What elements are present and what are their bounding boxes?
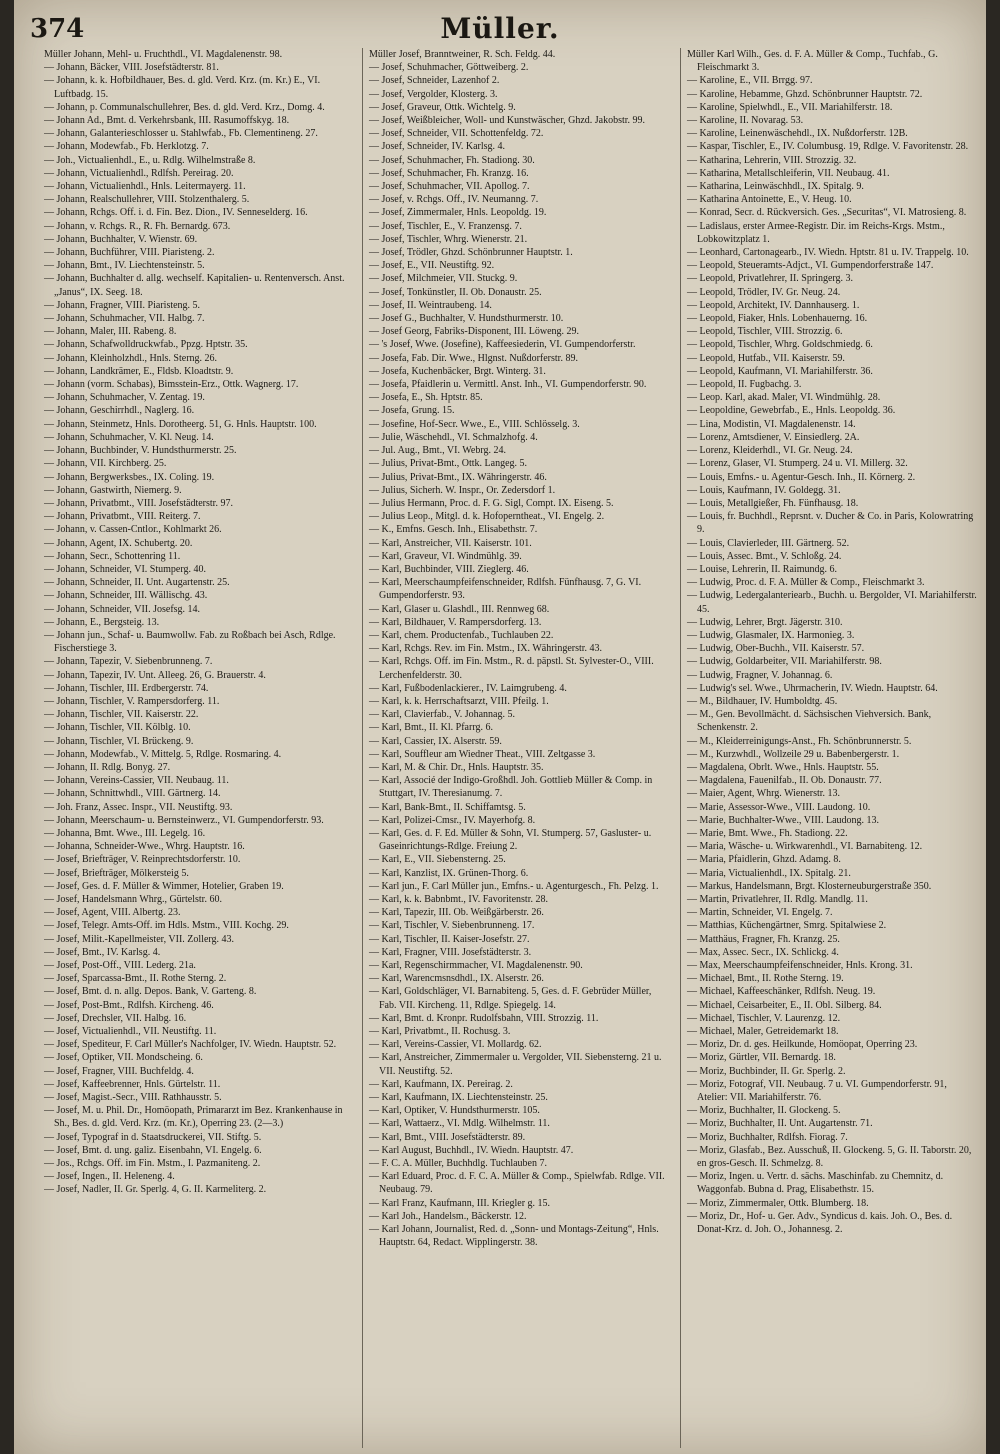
directory-entry: — Johann, Schuhmacher, VII. Halbg. 7. — [44, 313, 205, 325]
directory-entry: — Ludwig's sel. Wwe., Uhrmacherin, IV. Wiedn. Hauptstr. 64. — [687, 682, 938, 694]
directory-entry: — Moriz, Buchhalter, II. Glockeng. 5. — [687, 1105, 841, 1117]
directory-entry: — Moriz, Dr., Hof- u. Ger. Adv., Syndicus d. kais. Joh. O., Bes. d. Donat-Krz. d. Joh. O., Johannesg. 2. — [687, 1210, 953, 1236]
directory-entry: — Moriz, Zimmermaler, Ottk. Blumberg. 18. — [687, 1197, 869, 1209]
directory-entry: — Maier, Agent, Whrg. Wienerstr. 13. — [687, 788, 841, 800]
directory-entry: — Johann, Agent, IX. Schubertg. 20. — [44, 537, 193, 549]
directory-entry: — Karl, Warencmsnsdhdl., IX. Alserstr. 26. — [369, 973, 544, 985]
directory-entry: — Josefa, Grung. 15. — [369, 405, 455, 417]
directory-entry: — Josef, Agent, VIII. Albertg. 23. — [44, 907, 181, 919]
directory-entry: — F. C. A. Müller, Buchhdlg. Tuchlauben 7. — [369, 1158, 547, 1170]
directory-entry: — Ludwig, Goldarbeiter, VII. Mariahilferstr. 98. — [687, 656, 882, 668]
directory-entry: — Karl, Bank-Bmt., II. Schiffamtsg. 5. — [369, 801, 526, 813]
directory-entry: — Karl, k. k. Babnbmt., IV. Favoritenstr. 28. — [369, 894, 548, 905]
directory-entry: — Karl Joh., Handelsm., Bäckerstr. 12. — [369, 1210, 527, 1222]
directory-entry: — Johann, k. k. Hofbildhauer, Bes. d. gld. Verd. Krz. (m. Kr.) E., VI. Luftbadg. 15. — [44, 75, 321, 100]
directory-entry: — Karl, Fragner, VIII. Josefstädterstr. 3. — [369, 946, 532, 958]
directory-entry: — Johann (vorm. Schabas), Bimsstein-Erz., Ottk. Wagnerg. 17. — [44, 379, 299, 391]
directory-entry: — Lorenz, Kleiderhdl., VI. Gr. Neug. 24. — [687, 445, 853, 457]
directory-entry: — Ludwig, Glasmaler, IX. Harmonieg. 3. — [687, 629, 855, 641]
directory-entry: — Johann, Schafwolldruckwfab., Ppzg. Hptstr. 35. — [44, 339, 248, 351]
directory-entry: — Johann, Geschirrhdl., Naglerg. 16. — [44, 405, 195, 417]
directory-entry: — Moriz, Buchbinder, II. Gr. Sperlg. 2. — [687, 1065, 846, 1077]
directory-entry: — Karl, Vereins-Cassier, VI. Mollardg. 62. — [369, 1039, 542, 1051]
directory-entry: — Karl, Bmt., II. Kl. Pfarrg. 6. — [369, 722, 493, 734]
directory-entry: — Marie, Buchhalter-Wwe., VIII. Laudong. 13. — [687, 814, 880, 826]
directory-entry: — Lorenz, Amtsdiener, V. Einsiedlerg. 2A. — [687, 431, 860, 443]
directory-entry: — Josef, Post-Bmt., Rdlfsh. Kircheng. 46. — [44, 999, 214, 1011]
directory-entry: — Karoline, Spielwhdl., E., VII. Mariahilferstr. 18. — [687, 101, 893, 113]
directory-entry: — Karl, Bmt. d. Kronpr. Rudolfsbahn, VIII. Strozzig. 11. — [369, 1012, 599, 1024]
directory-entry: — Leopold, Tischler, VIII. Strozzig. 6. — [687, 326, 843, 338]
column-1 — [44, 48, 346, 1448]
directory-entry: — Moriz, Fotograf, VII. Neubaug. 7 u. VI. Gumpendorferstr. 91, Atelier: VII. Mariahilferstr. 76. — [687, 1078, 947, 1104]
directory-entry: — Johann, VII. Kirchberg. 25. — [44, 458, 167, 470]
directory-entry: — Karl, Kaufmann, IX. Pereirag. 2. — [369, 1078, 513, 1090]
directory-entry: — Johann, Galanterieschlosser u. Stahlwfab., Fb. Clementineng. 27. — [44, 128, 318, 140]
directory-entry: — Josef, Spediteur, F. Carl Müller's Nachfolger, IV. Wiedn. Hauptstr. 52. — [44, 1039, 337, 1051]
directory-entry: — Karl, Meerschaumpfeifenschneider, Rdlfsh. Fünfhausg. 7, G. VI. Gumpendorferstr. 93. — [369, 577, 642, 602]
directory-entry: — Kaspar, Tischler, E., IV. Columbusg. 19, Rdlge. V. Favoritenstr. 28. — [687, 141, 969, 153]
directory-entry: — Karl, Rchgs. Rev. im Fin. Mstm., IX. Währingerstr. 43. — [369, 643, 603, 655]
column-2 — [362, 48, 671, 1448]
directory-entry: — Johann, Tischler, VII. Kaiserstr. 22. — [44, 709, 199, 721]
directory-entry: — Johann jun., Schaf- u. Baumwollw. Fab. zu Roßbach bei Asch, Rdlge. Fischerstiege 3. — [44, 629, 336, 655]
directory-entry: — Josefine, Hof-Secr. Wwe., E., VIII. Schlösselg. 3. — [369, 418, 580, 430]
directory-entry: — Louis, Emfns.- u. Agentur-Gesch. Inh., II. Körnerg. 2. — [687, 471, 916, 483]
directory-entry: — Johanna, Bmt. Wwe., III. Legelg. 16. — [44, 827, 206, 839]
directory-entry: — Leopold, Hutfab., VII. Kaiserstr. 59. — [687, 352, 845, 364]
directory-entry: — Moriz, Glasfab., Bez. Ausschuß, II. Glockeng. 5, G. II. Taborstr. 20, en gros-Gesch. II. Schmelzg. 8. — [687, 1144, 972, 1170]
directory-entry: — Jul. Aug., Bmt., VI. Webrg. 24. — [369, 445, 506, 457]
directory-entry: — Josef, Drechsler, VII. Halbg. 16. — [44, 1012, 187, 1024]
directory-entry: — Leopold, Kaufmann, VI. Mariahilferstr. 36. — [687, 365, 873, 377]
directory-entry: — Josef, E., VII. Neustiftg. 92. — [369, 260, 495, 272]
column-3 — [680, 48, 979, 1448]
directory-entry: — Johann Ad., Bmt. d. Verkehrsbank, III. Rasumoffskyg. 18. — [44, 115, 290, 127]
directory-entry: — Josef, Handelsmann Whrg., Gürtelstr. 60. — [44, 894, 222, 905]
directory-entry: — Leopold, Architekt, IV. Dannhauserg. 1. — [687, 299, 860, 311]
directory-entry: — Ludwig, Proc. d. F. A. Müller & Comp., Fleischmarkt 3. — [687, 577, 925, 589]
directory-entry: — Karl, Graveur, VI. Windmühlg. 39. — [369, 550, 522, 562]
directory-entry: — Johann, Buchführer, VIII. Piaristeng. 2. — [44, 247, 215, 259]
directory-entry: — Johann, Modewfab., Fb. Herklotzg. 7. — [44, 141, 209, 153]
directory-entry: — Julius Hermann, Proc. d. F. G. Sigl, Compt. IX. Eiseng. 5. — [369, 497, 614, 509]
directory-entry: — Marie, Bmt. Wwe., Fh. Stadiong. 22. — [687, 827, 848, 839]
directory-entry: — Johann, Rchgs. Off. i. d. Fin. Bez. Dion., IV. Senneselderg. 16. — [44, 207, 308, 219]
directory-entry: — M., Gen. Bevollmächt. d. Sächsischen Viehversich. Bank, Schenkenstr. 2. — [687, 709, 932, 734]
directory-entry: — Karl, Souffleur am Wiedner Theat., VIII. Zeltgasse 3. — [369, 748, 596, 760]
directory-entry: — Leopoldine, Gewebrfab., E., Hnls. Leopoldg. 36. — [687, 405, 896, 417]
directory-columns — [44, 48, 976, 1448]
directory-entry: — Julius Leop., Mitgl. d. k. Hofoperntheat., VI. Engelg. 2. — [369, 511, 605, 523]
directory-entry: Müller Josef, Branntweiner, R. Sch. Feldg. 44. — [369, 49, 556, 60]
directory-entry: — Julius, Privat-Bmt., IX. Währingerstr. 46. — [369, 471, 547, 483]
directory-entry: — Johann, Kleinholzhdl., Hnls. Sterng. 26. — [44, 352, 218, 364]
directory-entry: — Joh. Franz, Assec. Inspr., VII. Neustiftg. 93. — [44, 801, 233, 813]
directory-entry: — Johann, Schneider, II. Unt. Augartenstr. 25. — [44, 577, 230, 589]
directory-entry: — Moriz, Buchhalter, Rdlfsh. Fiorag. 7. — [687, 1131, 848, 1143]
directory-entry: — Max, Assec. Secr., IX. Schlickg. 4. — [687, 946, 839, 958]
directory-entry: — Johann, Schuhmacher, V. Kl. Neug. 14. — [44, 431, 214, 443]
directory-entry: — Johann, Tischler, VII. Kölblg. 10. — [44, 722, 191, 734]
directory-entry: — Leopold, Tischler, Whrg. Goldschmiedg. 6. — [687, 339, 873, 351]
directory-entry: — Josef, M. u. Phil. Dr., Homöopath, Primararzt im Bez. Krankenhause in Sh., Bes. d. gld. Verd. Krz. (m. Kr.), Operring 23. (2—3.) — [44, 1105, 343, 1130]
directory-entry: — Josef, Tischler, Whrg. Wienerstr. 21. — [369, 233, 528, 245]
directory-entry: — Karl, Tischler, V. Siebenbrunneng. 17. — [369, 920, 535, 932]
directory-entry: — Louis, fr. Buchhdl., Reprsnt. v. Ducher & Co. in Paris, Kolowratring 9. — [687, 511, 974, 536]
directory-entry: — Josef, Schneider, IV. Karlsg. 4. — [369, 141, 506, 153]
directory-entry: — Johann, Modewfab., V. Mittelg. 5, Rdlge. Rosmaring. 4. — [44, 748, 282, 760]
directory-entry: — Katharina Antoinette, E., V. Heug. 10. — [687, 194, 852, 206]
directory-entry: — Johann, Bäcker, VIII. Josefstädterstr. 81. — [44, 62, 219, 74]
directory-entry: — Michael, Bmt., II. Rothe Sterng. 19. — [687, 973, 844, 985]
directory-entry: — Josef, Weißbleicher, Woll- und Kunstwäscher, Ghzd. Jakobstr. 99. — [369, 115, 646, 127]
directory-entry: — Lina, Modistin, VI. Magdalenenstr. 14. — [687, 418, 856, 430]
directory-entry: — Josef, Schuhmacher, Göttweiberg. 2. — [369, 62, 529, 74]
directory-entry: — Joh., Victualienhdl., E., u. Rdlg. Wilhelmstraße 8. — [44, 154, 256, 166]
directory-entry: — Johann, Schneider, VI. Stumperg. 40. — [44, 563, 206, 575]
directory-entry: — Karl, Associé der Indigo-Großhdl. Joh. Gottlieb Müller & Comp. in Stuttgart, IV. Theresianumg. 7. — [369, 775, 653, 800]
directory-entry: — Johann, Maler, III. Rabeng. 8. — [44, 326, 177, 338]
directory-entry: — Maria, Wäsche- u. Wirkwarenhdl., VI. Barnabiteng. 12. — [687, 841, 923, 853]
directory-entry: — Johann, Vereins-Cassier, VII. Neubaug. 11. — [44, 775, 229, 787]
directory-entry: — Johann, Victualienhdl., Rdlfsh. Pereirag. 20. — [44, 167, 234, 179]
directory-entry: — Karl, chem. Productenfab., Tuchlauben 22. — [369, 629, 554, 641]
directory-entry: — Karl, Kanzlist, IX. Grünen-Thorg. 6. — [369, 867, 529, 879]
directory-entry: — Moriz, Ingen. u. Vertr. d. sächs. Maschinfab. zu Chemnitz, d. Waggonfab. Bubna d. Prag, Elisabethstr. 15. — [687, 1171, 944, 1196]
directory-entry: — Josef, Schuhmacher, VII. Apollog. 7. — [369, 181, 530, 193]
directory-entry: — Josefa, Kuchenbäcker, Brgt. Winterg. 31. — [369, 365, 546, 377]
directory-entry: — Josefa, E., Sh. Hptstr. 85. — [369, 392, 483, 404]
directory-entry: — Josef G., Buchhalter, V. Hundsthurmerstr. 10. — [369, 313, 564, 325]
directory-entry: — Karl, Anstreicher, VII. Kaiserstr. 101. — [369, 537, 532, 549]
directory-entry: — Johann, Privatbmt., VIII. Josefstädterstr. 97. — [44, 497, 233, 509]
directory-entry: — Johann, p. Communalschullehrer, Bes. d. gld. Verd. Krz., Domg. 4. — [44, 101, 325, 113]
directory-entry: — Johann, Bmt., IV. Liechtensteinstr. 5. — [44, 260, 205, 272]
page-number: 374 — [30, 14, 85, 44]
directory-entry: — Johann, Tischler, III. Erdbergerstr. 74. — [44, 682, 209, 694]
directory-entry: — Ludwig, Ledergalanteriearb., Buchh. u. Bergolder, VI. Mariahilferstr. 45. — [687, 590, 977, 615]
directory-page — [14, 0, 986, 1454]
directory-entry: — Ludwig, Ober-Buchh., VII. Kaiserstr. 57. — [687, 643, 865, 655]
directory-entry: — Josef, Schneider, VII. Schottenfeldg. 72. — [369, 128, 544, 140]
directory-entry: — Josef, Briefträger, V. Reinprechtsdorferstr. 10. — [44, 854, 241, 866]
directory-entry: — Johann, Bergwerksbes., IX. Coling. 19. — [44, 471, 215, 483]
directory-entry: — Karl, Clavierfab., V. Johannag. 5. — [369, 709, 515, 721]
directory-entry: — Johann, II. Rdlg. Bonyg. 27. — [44, 761, 171, 773]
directory-entry: — Karl, Cassier, IX. Alserstr. 59. — [369, 735, 502, 747]
directory-entry: Müller Karl Wilh., Ges. d. F. A. Müller & Comp., Tuchfab., G. Fleischmarkt 3. — [687, 49, 938, 74]
directory-entry: — Josef, Tonkünstler, II. Ob. Donaustr. 25. — [369, 286, 542, 298]
directory-entry: — Leopold, Trödler, IV. Gr. Neug. 24. — [687, 286, 841, 298]
directory-entry: — Johann, E., Bergsteig. 13. — [44, 616, 160, 628]
page-header — [14, 12, 986, 50]
directory-entry: — Josef, Optiker, VII. Mondscheing. 6. — [44, 1052, 203, 1064]
directory-entry: — Katharina, Leinwäschhdl., IX. Spitalg. 9. — [687, 181, 864, 193]
directory-entry: — Johann, Tischler, V. Rampersdorferg. 11. — [44, 695, 220, 707]
directory-entry: — Josef, Bmt. d. n. allg. Depos. Bank, V. Garteng. 8. — [44, 986, 257, 998]
directory-entry: — Karl, Anstreicher, Zimmermaler u. Vergolder, VII. Siebensterng. 21 u. VII. Neustiftg. 52. — [369, 1052, 662, 1077]
directory-entry: — Louis, Assec. Bmt., V. Schloßg. 24. — [687, 550, 842, 562]
directory-entry: — Josefa, Pfaidlerin u. Vermittl. Anst. Inh., VI. Gumpendorferstr. 90. — [369, 379, 647, 391]
directory-entry: Müller Johann, Mehl- u. Fruchthdl., VI. Magdalenenstr. 98. — [44, 49, 283, 60]
directory-entry: — Josef, Ges. d. F. Müller & Wimmer, Hotelier, Graben 19. — [44, 880, 284, 892]
directory-entry: — Karl, Goldschläger, VI. Barnabiteng. 5, Ges. d. F. Gebrüder Müller, Fab. VII. Kircheng. 11, Rdlge. Spiegelg. 14. — [369, 986, 652, 1011]
directory-entry: — Josef, v. Rchgs. Off., IV. Neumanng. 7. — [369, 194, 539, 206]
directory-entry: — Leop. Karl, akad. Maler, VI. Windmühlg. 28. — [687, 392, 881, 404]
directory-entry: — Karl Johann, Journalist, Red. d. „Sonn- und Montags-Zeitung“, Hnls. Hauptstr. 64, Redact. Wipplingerstr. 38. — [369, 1224, 659, 1249]
directory-entry: — Josef, Victualienhdl., VII. Neustiftg. 11. — [44, 1026, 217, 1038]
directory-entry: — Karoline, E., VII. Brrgg. 97. — [687, 75, 813, 87]
directory-entry: — Moriz, Dr. d. ges. Heilkunde, Homöopat, Operring 23. — [687, 1039, 918, 1051]
directory-entry: — Matthias, Küchengärtner, Smrg. Spitalwiese 2. — [687, 920, 887, 932]
directory-entry: — M., Kurzwhdl., Wollzeile 29 u. Babenbergerstr. 1. — [687, 748, 900, 760]
directory-entry: — Josefa, Fab. Dir. Wwe., Hlgnst. Nußdorferstr. 89. — [369, 352, 578, 364]
running-head: Müller. — [440, 12, 560, 45]
directory-entry: — Josef, Post-Off., VIII. Lederg. 21a. — [44, 960, 196, 972]
directory-entry: — Johann, v. Rchgs. R., R. Fh. Bernardg. 673. — [44, 220, 231, 232]
directory-entry: — Michael, Tischler, V. Laurenzg. 12. — [687, 1012, 841, 1024]
directory-entry: — Lorenz, Glaser, VI. Stumperg. 24 u. VI. Millerg. 32. — [687, 458, 908, 470]
directory-entry: — Moriz, Gürtler, VII. Bernardg. 18. — [687, 1052, 836, 1064]
directory-entry: — Josef, Fragner, VIII. Buchfeldg. 4. — [44, 1065, 194, 1077]
directory-entry: — Karl, k. k. Herrschaftsarzt, VIII. Pfeilg. 1. — [369, 695, 549, 707]
directory-entry: — Josef, Nadler, II. Gr. Sperlg. 4, G. II. Karmeliterg. 2. — [44, 1184, 267, 1196]
directory-entry: — Karl, M. & Chir. Dr., Hnls. Hauptstr. 35. — [369, 761, 544, 773]
directory-entry: — M., Kleiderreinigungs-Anst., Fh. Schönbrunnerstr. 5. — [687, 735, 912, 747]
directory-entry: — Karl Franz, Kaufmann, III. Kriegler g. 15. — [369, 1197, 551, 1209]
directory-entry: — Josef Georg, Fabriks-Disponent, III. Löweng. 29. — [369, 326, 580, 338]
directory-entry: — Johann, Victualienhdl., Hnls. Leitermayerg. 11. — [44, 181, 246, 193]
directory-entry: — Karl, Fußbodenlackierer., IV. Laimgrubeng. 4. — [369, 682, 567, 694]
directory-entry: — Karl, Glaser u. Glashdl., III. Rennweg 68. — [369, 603, 550, 615]
directory-entry: — Magdalena, Obrlt. Wwe., Hnls. Hauptstr. 55. — [687, 761, 879, 773]
directory-entry: — Karl Eduard, Proc. d. F. C. A. Müller & Comp., Spielwfab. Rdlge. VII. Neubaug. 79. — [369, 1171, 665, 1196]
directory-entry: — Johann, Fragner, VIII. Piaristeng. 5. — [44, 299, 201, 311]
directory-entry: — Ladislaus, erster Armee-Registr. Dir. im Reichs-Krgs. Mstm., Lobkowitzplatz 1. — [687, 220, 945, 245]
directory-entry: — Johanna, Schneider-Wwe., Whrg. Hauptstr. 16. — [44, 841, 245, 853]
directory-entry: — 's Josef, Wwe. (Josefine), Kaffeesiederin, VI. Gumpendorferstr. — [369, 339, 636, 351]
directory-entry: — Maria, Pfaidlerin, Ghzd. Adamg. 8. — [687, 854, 841, 866]
directory-entry: — Johann, Tapezir, IV. Unt. Alleeg. 26, G. Brauerstr. 4. — [44, 669, 266, 681]
directory-entry: — Karl, Tischler, II. Kaiser-Josefstr. 27. — [369, 933, 530, 945]
directory-entry: — Leopold, Steueramts-Adjct., VI. Gumpendorferstraße 147. — [687, 260, 934, 272]
directory-entry: — Katharina, Metallschleiferin, VII. Neubaug. 41. — [687, 167, 890, 179]
directory-entry: — Marie, Assessor-Wwe., VIII. Laudong. 10. — [687, 801, 871, 813]
directory-entry: — Karl, Kaufmann, IX. Liechtensteinstr. 25. — [369, 1092, 548, 1104]
directory-entry: — Karl, Privatbmt., II. Rochusg. 3. — [369, 1026, 511, 1038]
directory-entry: — Leopold, Privatlehrer, II. Springerg. 3. — [687, 273, 854, 285]
directory-entry: — Josef, Tischler, E., V. Franzensg. 7. — [369, 220, 522, 232]
directory-entry: — Johann, Tischler, VI. Brückeng. 9. — [44, 735, 194, 747]
directory-entry: — Johann, Buchhalter, V. Wienstr. 69. — [44, 233, 198, 245]
directory-entry: — Louise, Lehrerin, II. Raimundg. 6. — [687, 563, 837, 575]
directory-entry: — Josef, Typograf in d. Staatsdruckerei, VII. Stiftg. 5. — [44, 1131, 262, 1143]
directory-entry: — Karl, Ges. d. F. Ed. Müller & Sohn, VI. Stumperg. 57, Gasluster- u. Gaseinrichtungs-Rdlge. Freiung 2. — [369, 827, 652, 853]
directory-entry: — Karl, Bildhauer, V. Rampersdorferg. 13. — [369, 616, 542, 628]
directory-entry: — Karl, Tapezir, III. Ob. Weißgärberstr. 26. — [369, 907, 544, 919]
directory-entry: — Julie, Wäschehdl., VI. Schmalzhofg. 4. — [369, 431, 538, 443]
directory-entry: — Leopold, II. Fugbachg. 3. — [687, 379, 802, 391]
directory-entry: — Josef, Telegr. Amts-Off. im Hdls. Mstm., VIII. Kochg. 29. — [44, 920, 289, 932]
directory-entry: — Johann, Realschullehrer, VIII. Stolzenthalerg. 5. — [44, 194, 250, 206]
directory-entry: — Louis, Metallgießer, Fh. Fünfhausg. 18. — [687, 497, 859, 509]
directory-entry: — Michael, Ceisarbeiter, E., II. Obl. Silberg. 84. — [687, 999, 882, 1011]
directory-entry: — Martin, Schneider, VI. Engelg. 7. — [687, 907, 833, 919]
directory-entry: — Maria, Victualienhdl., IX. Spitalg. 21. — [687, 867, 851, 879]
directory-entry: — Josef, Trödler, Ghzd. Schönbrunner Hauptstr. 1. — [369, 247, 573, 259]
directory-entry: — Karl, Optiker, V. Hundsthurmerstr. 105. — [369, 1105, 540, 1117]
directory-entry: — Josef, Bmt., IV. Karlsg. 4. — [44, 946, 161, 958]
directory-entry: — Karl jun., F. Carl Müller jun., Emfns.- u. Agenturgesch., Fh. Pelzg. 1. — [369, 880, 659, 892]
directory-entry: — Magdalena, Fauenilfab., II. Ob. Donaustr. 77. — [687, 775, 882, 787]
directory-entry: — Jos., Rchgs. Off. im Fin. Mstm., I. Pazmaniteng. 2. — [44, 1158, 261, 1170]
directory-entry: — Josef, Sparcassa-Bmt., II. Rothe Sterng. 2. — [44, 973, 227, 985]
directory-entry: — Josef, Vergolder, Klosterg. 3. — [369, 88, 498, 100]
directory-entry: — Leopold, Fiaker, Hnls. Lobenhauerng. 16. — [687, 313, 868, 325]
directory-entry: — Johann, Schneider, III. Wällischg. 43. — [44, 590, 208, 602]
directory-entry: — Katharina, Lehrerin, VIII. Strozzig. 32. — [687, 154, 857, 166]
directory-entry: — Konrad, Secr. d. Rückversich. Ges. „Securitas“, VI. Matrosieng. 8. — [687, 207, 967, 219]
directory-entry: — Martin, Privatlehrer, II. Rdlg. Mandlg. 11. — [687, 894, 868, 905]
directory-entry: — Karl, Regenschirmmacher, VI. Magdalenenstr. 90. — [369, 960, 583, 972]
directory-entry: — Ludwig, Fragner, V. Johannag. 6. — [687, 669, 833, 681]
directory-entry: — Max, Meerschaumpfeifenschneider, Hnls. Krong. 31. — [687, 960, 913, 972]
directory-entry: — Karl, Buchbinder, VIII. Zieglerg. 46. — [369, 563, 529, 575]
directory-entry: — Julius, Sicherh. W. Inspr., Or. Zedersdorf 1. — [369, 484, 556, 496]
directory-entry: — Michael, Maler, Getreidemarkt 18. — [687, 1026, 839, 1038]
directory-entry: — Johann, Buchbinder, V. Hundsthurmerstr. 25. — [44, 445, 237, 457]
directory-entry: — Karoline, II. Novarag. 53. — [687, 115, 804, 127]
directory-entry: — M., Bildhauer, IV. Humboldtg. 45. — [687, 695, 838, 707]
directory-entry: — Johann, Meerschaum- u. Bernsteinwerz., VI. Gumpendorferstr. 93. — [44, 814, 324, 826]
directory-entry: — Karl, E., VII. Siebensterng. 25. — [369, 854, 506, 866]
directory-entry: — Josef, Zimmermaler, Hnls. Leopoldg. 19. — [369, 207, 547, 219]
directory-entry: — Johann, Tapezir, V. Siebenbrunneng. 7. — [44, 656, 213, 668]
directory-entry: — Josef, Magist.-Secr., VIII. Rathhausstr. 5. — [44, 1092, 222, 1104]
directory-entry: — Ludwig, Lehrer, Brgt. Jägerstr. 310. — [687, 616, 843, 628]
directory-entry: — Matthäus, Fragner, Fh. Kranzg. 25. — [687, 933, 840, 945]
directory-entry: — Johann, Schuhmacher, V. Zentag. 19. — [44, 392, 205, 404]
directory-entry: — Karl, Polizei-Cmsr., IV. Mayerhofg. 8. — [369, 814, 536, 826]
directory-entry: — Johann, Gastwirth, Niemerg. 9. — [44, 484, 182, 496]
directory-entry: — K., Emfns. Gesch. Inh., Elisabethstr. 7. — [369, 524, 538, 536]
directory-entry: — Karl, Wattaerz., VI. Mdlg. Wilhelmstr. 11. — [369, 1118, 550, 1130]
directory-entry: — Michael, Kaffeeschänker, Rdlfsh. Neug. 19. — [687, 986, 876, 998]
directory-entry: — Johann, Landkrämer, E., Fldsb. Kloadtstr. 9. — [44, 365, 234, 377]
directory-entry: — Karl, Rchgs. Off. im Fin. Mstm., R. d. päpstl. St. Sylvester-O., VIII. Lerchenfelderstr. 30. — [369, 656, 654, 681]
directory-entry: — Karoline, Leinenwäschehdl., IX. Nußdorferstr. 12B. — [687, 128, 908, 140]
directory-entry: — Johann, Steinmetz, Hnls. Dorotheerg. 51, G. Hnls. Hauptstr. 100. — [44, 418, 317, 430]
directory-entry: — Josef, Graveur, Ottk. Wichtelg. 9. — [369, 101, 516, 113]
directory-entry: — Markus, Handelsmann, Brgt. Klosterneuburgerstraße 350. — [687, 880, 932, 892]
directory-entry: — Moriz, Buchhalter, II. Unt. Augartenstr. 71. — [687, 1118, 873, 1130]
directory-entry: — Johann, Privatbmt., VIII. Reiterg. 7. — [44, 511, 201, 523]
directory-entry: — Karl August, Buchhdl., IV. Wiedn. Hauptstr. 47. — [369, 1144, 574, 1156]
directory-entry: — Louis, Kaufmann, IV. Goldegg. 31. — [687, 484, 841, 496]
directory-entry: — Johann, Schneider, VII. Josefsg. 14. — [44, 603, 201, 615]
directory-entry: — Karoline, Hebamme, Ghzd. Schönbrunner Hauptstr. 72. — [687, 88, 923, 100]
directory-entry: — Josef, Milchmeier, VII. Stuckg. 9. — [369, 273, 518, 285]
directory-entry: — Louis, Clavierleder, III. Gärtnerg. 52. — [687, 537, 850, 549]
directory-entry: — Leonhard, Cartonagearb., IV. Wiedn. Hptstr. 81 u. IV. Trappelg. 10. — [687, 247, 969, 259]
directory-entry: — Johann, v. Cassen-Cntlor., Kohlmarkt 26. — [44, 524, 222, 536]
directory-entry: — Josef, Milit.-Kapellmeister, VII. Zollerg. 43. — [44, 933, 235, 945]
directory-entry: — Josef, Schneider, Lazenhof 2. — [369, 75, 500, 87]
directory-entry: — Josef, Briefträger, Mölkersteig 5. — [44, 867, 189, 879]
directory-entry: — Johann, Schnittwhdl., VIII. Gärtnerg. 14. — [44, 788, 221, 800]
directory-entry: — Karl, Bmt., VIII. Josefstädterstr. 89. — [369, 1131, 526, 1143]
directory-entry: — Josef, Kaffeebrenner, Hnls. Gürtelstr. 11. — [44, 1078, 221, 1090]
directory-entry: — Josef, Schuhmacher, Fh. Kranzg. 16. — [369, 167, 529, 179]
directory-entry: — Josef, Schuhmacher, Fh. Stadiong. 30. — [369, 154, 535, 166]
directory-entry: — Johann, Secr., Schottenring 11. — [44, 550, 181, 562]
directory-entry: — Julius, Privat-Bmt., Ottk. Langeg. 5. — [369, 458, 528, 470]
directory-entry: — Johann, Buchhalter d. allg. wechself. Kapitalien- u. Rentenversch. Anst. „Janus“, IX. Seeg. 18. — [44, 273, 345, 298]
directory-entry: — Josef, Bmt. d. ung. galiz. Eisenbahn, VI. Engelg. 6. — [44, 1144, 262, 1156]
directory-entry: — Josef, II. Weintraubeng. 14. — [369, 299, 492, 311]
directory-entry: — Josef, Ingen., II. Heleneng. 4. — [44, 1171, 175, 1183]
